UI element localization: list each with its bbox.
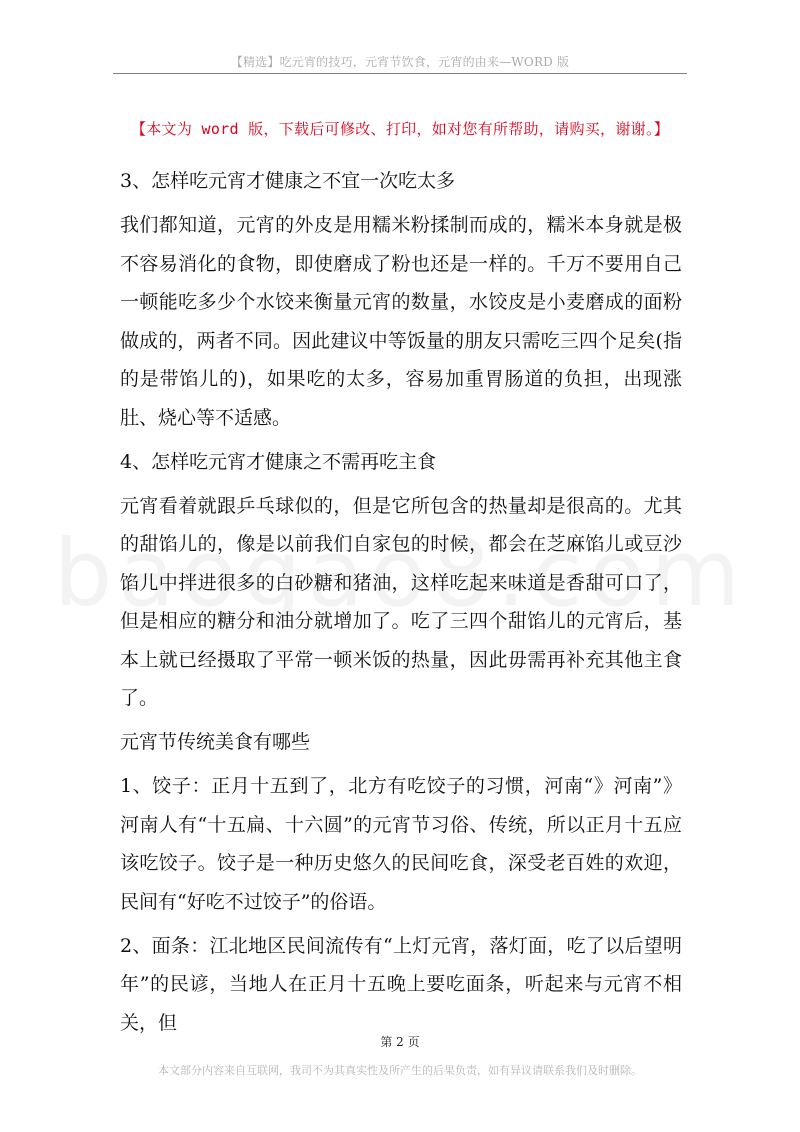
paragraph: 1、饺子：正月十五到了，北方有吃饺子的习惯，河南“》河南”》河南人有“十五扁、十六圆”的元宵节习俗、传统，所以正月十五应该吃饺子。饺子是一种历史悠久的民间吃食，深受老百姓的欢迎，民间有“好吃不过饺子”的俗语。 xyxy=(120,775,682,913)
section-heading-foods: 元宵节传统美食有哪些 xyxy=(120,731,311,753)
paragraph: 2、面条：江北地区民间流传有“上灯元宵，落灯面，吃了以后望明年”的民谚，当地人在正月十五晚上要吃面条，听起来与元宵不相关，但 xyxy=(120,934,682,1034)
disclaimer-footer: 本文部分内容来自互联网，我司不为其真实性及所产生的后果负责，如有异议请联系我们及时删除。 xyxy=(158,1064,642,1077)
section-heading-3: 3、怎样吃元宵才健康之不宜一次吃太多 xyxy=(120,170,456,192)
paragraph: 元宵看着就跟乒乓球似的，但是它所包含的热量却是很高的。尤其的甜馅儿的，像是以前我们自家包的时候，都会在芝麻馅儿或豆沙馅儿中拌进很多的白砂糖和猪油，这样吃起来味道是香甜可口了，但是相应的糖分和油分就增加了。吃了三四个甜馅儿的元宵后，基本上就已经摄取了平常一顿米饭的热量，因此毋需再补充其他主食了。 xyxy=(120,494,682,709)
document-header: 【精选】吃元宵的技巧，元宵节饮食，元宵的由来—WORD 版 xyxy=(230,55,570,69)
header-divider xyxy=(113,73,687,74)
document-body xyxy=(120,162,682,1048)
section-heading-4: 4、怎样吃元宵才健康之不需再吃主食 xyxy=(120,450,437,473)
paragraph: 我们都知道，元宵的外皮是用糯米粉揉制而成的，糯米本身就是极不容易消化的食物，即使磨成了粉也还是一样的。千万不要用自己一顿能吃多少个水饺来衡量元宵的数量，水饺皮是小麦磨成的面粉做成的，两者不同。因此建议中等饭量的朋友只需吃三四个足矣(指的是带馅儿的)，如果吃的太多，容易加重胃肠道的负担，出现涨肚、烧心等不适感。 xyxy=(120,214,682,429)
purchase-notice: 【本文为 word 版，下载后可修改、打印，如对您有所帮助，请购买，谢谢。】 xyxy=(130,120,670,138)
page-number: 第 2 页 xyxy=(380,1035,420,1049)
